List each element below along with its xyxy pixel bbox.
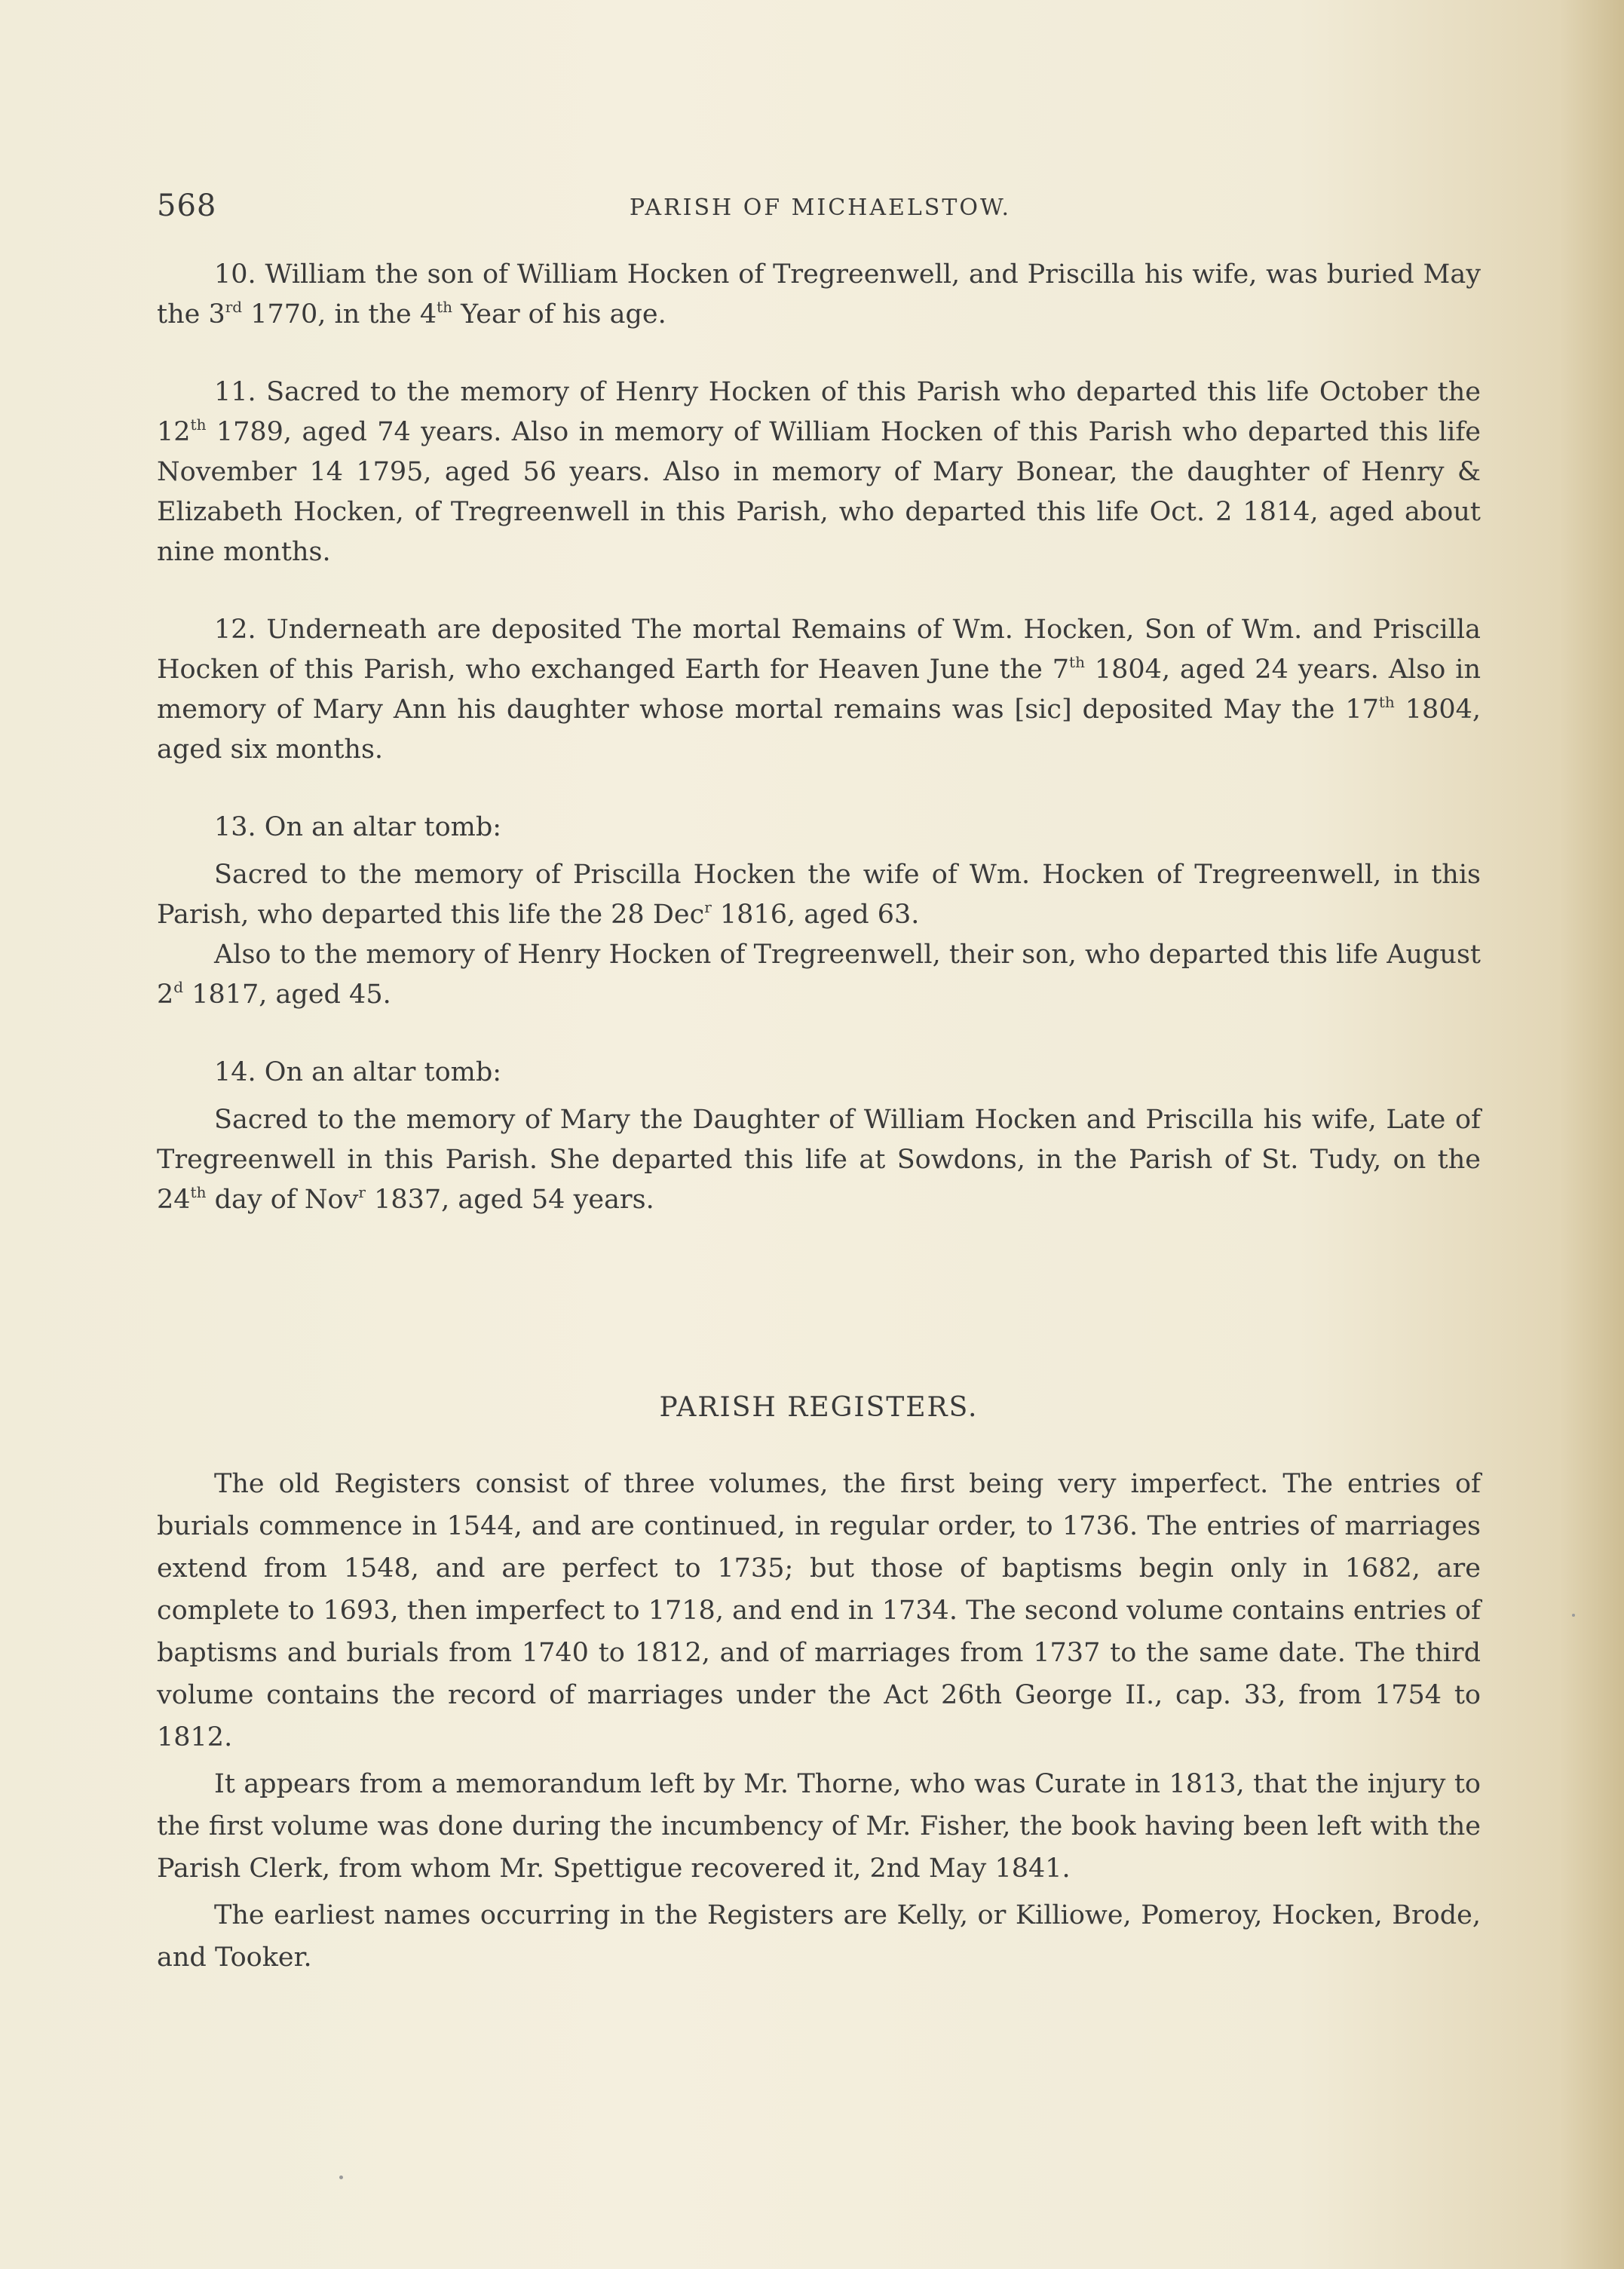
inscriptions <box>157 255 1481 1220</box>
registers-heading: PARISH REGISTERS. <box>659 1392 979 1423</box>
registers-paragraph-3: The earliest names occurring in the Registers are Kelly, or Killiowe, Pomeroy, Hocken, Brode, and Tooker. <box>157 1900 1481 1973</box>
registers-paragraph-1: The old Registers consist of three volumes, the first being very imperfect. The entries of burials commence in 1544, and are continued, in regular order, to 1736. The entries of marriages extend from 1548, and are perfect to 1735; but those of baptisms begin only in 1682, are complete to 1693, then imperfect to 1718, and end in 1734. The second volume contains entries of baptisms and burials from 1740 to 1812, and of marriages from 1737 to the same date. The third volume contains the record of marriages under the Act 26th George II., cap. 33, from 1754 to 1812. <box>157 1469 1481 1752</box>
registers-paragraph-2: It appears from a memorandum left by Mr. Thorne, who was Curate in 1813, that the injury to the first volume was done during the incumbency of Mr. Fisher, the book having been left with the Parish Clerk, from whom Mr. Spettigue recovered it, 2nd May 1841. <box>157 1769 1481 1884</box>
ink-speck <box>1572 1614 1575 1617</box>
entry-10: 10. William the son of William Hocken of Tregreenwell, and Priscilla his wife, was buried May the 3rd 1770, in the 4th Year of his age. <box>157 259 1481 330</box>
entry-14-lead: 14. On an altar tomb: <box>214 1057 502 1087</box>
registers-text <box>157 1463 1481 1979</box>
entry-14-para-1: Sacred to the memory of Mary the Daughter of William Hocken and Priscilla his wife, Late of Tregreenwell in this Parish. She departed this life at Sowdons, in the Parish of St. Tudy, on the 24th day of Nov$^r$ 1837, aged 54 years. <box>157 1105 1481 1215</box>
entry-13-para-1: Sacred to the memory of Priscilla Hocken the wife of Wm. Hocken of Tregreenwell, in this Parish, who departed this life the 28 Dec$^r$ 1816, aged 63. <box>157 860 1481 930</box>
entry-13-para-2: Also to the memory of Henry Hocken of Tregreenwell, their son, who departed this life August 2$^d$ 1817, aged 45. <box>157 940 1481 1010</box>
page-header <box>157 189 1484 234</box>
entry-12: 12. Underneath are deposited The mortal Remains of Wm. Hocken, Son of Wm. and Priscilla Hocken of this Parish, who exchanged Earth for Heaven June the 7th 1804, aged 24 years. Also in memory of Mary Ann his daughter whose mortal remains was [sic] deposited May the 17th 1804, aged six months. <box>157 615 1481 765</box>
ink-speck <box>339 2175 343 2179</box>
entry-11: 11. Sacred to the memory of Henry Hocken of this Parish who departed this life October the 12th 1789, aged 74 years. Also in memory of William Hocken of this Parish who departed this life November 14 1795, aged 56 years. Also in memory of Mary Bonear, the daughter of Henry & Elizabeth Hocken, of Tregreenwell in this Parish, who departed this life Oct. 2 1814, aged about nine months. <box>157 377 1481 567</box>
running-head: PARISH OF MICHAELSTOW. <box>629 195 1012 221</box>
entry-13-lead: 13. On an altar tomb: <box>214 812 502 842</box>
page-number: 568 <box>157 189 217 223</box>
